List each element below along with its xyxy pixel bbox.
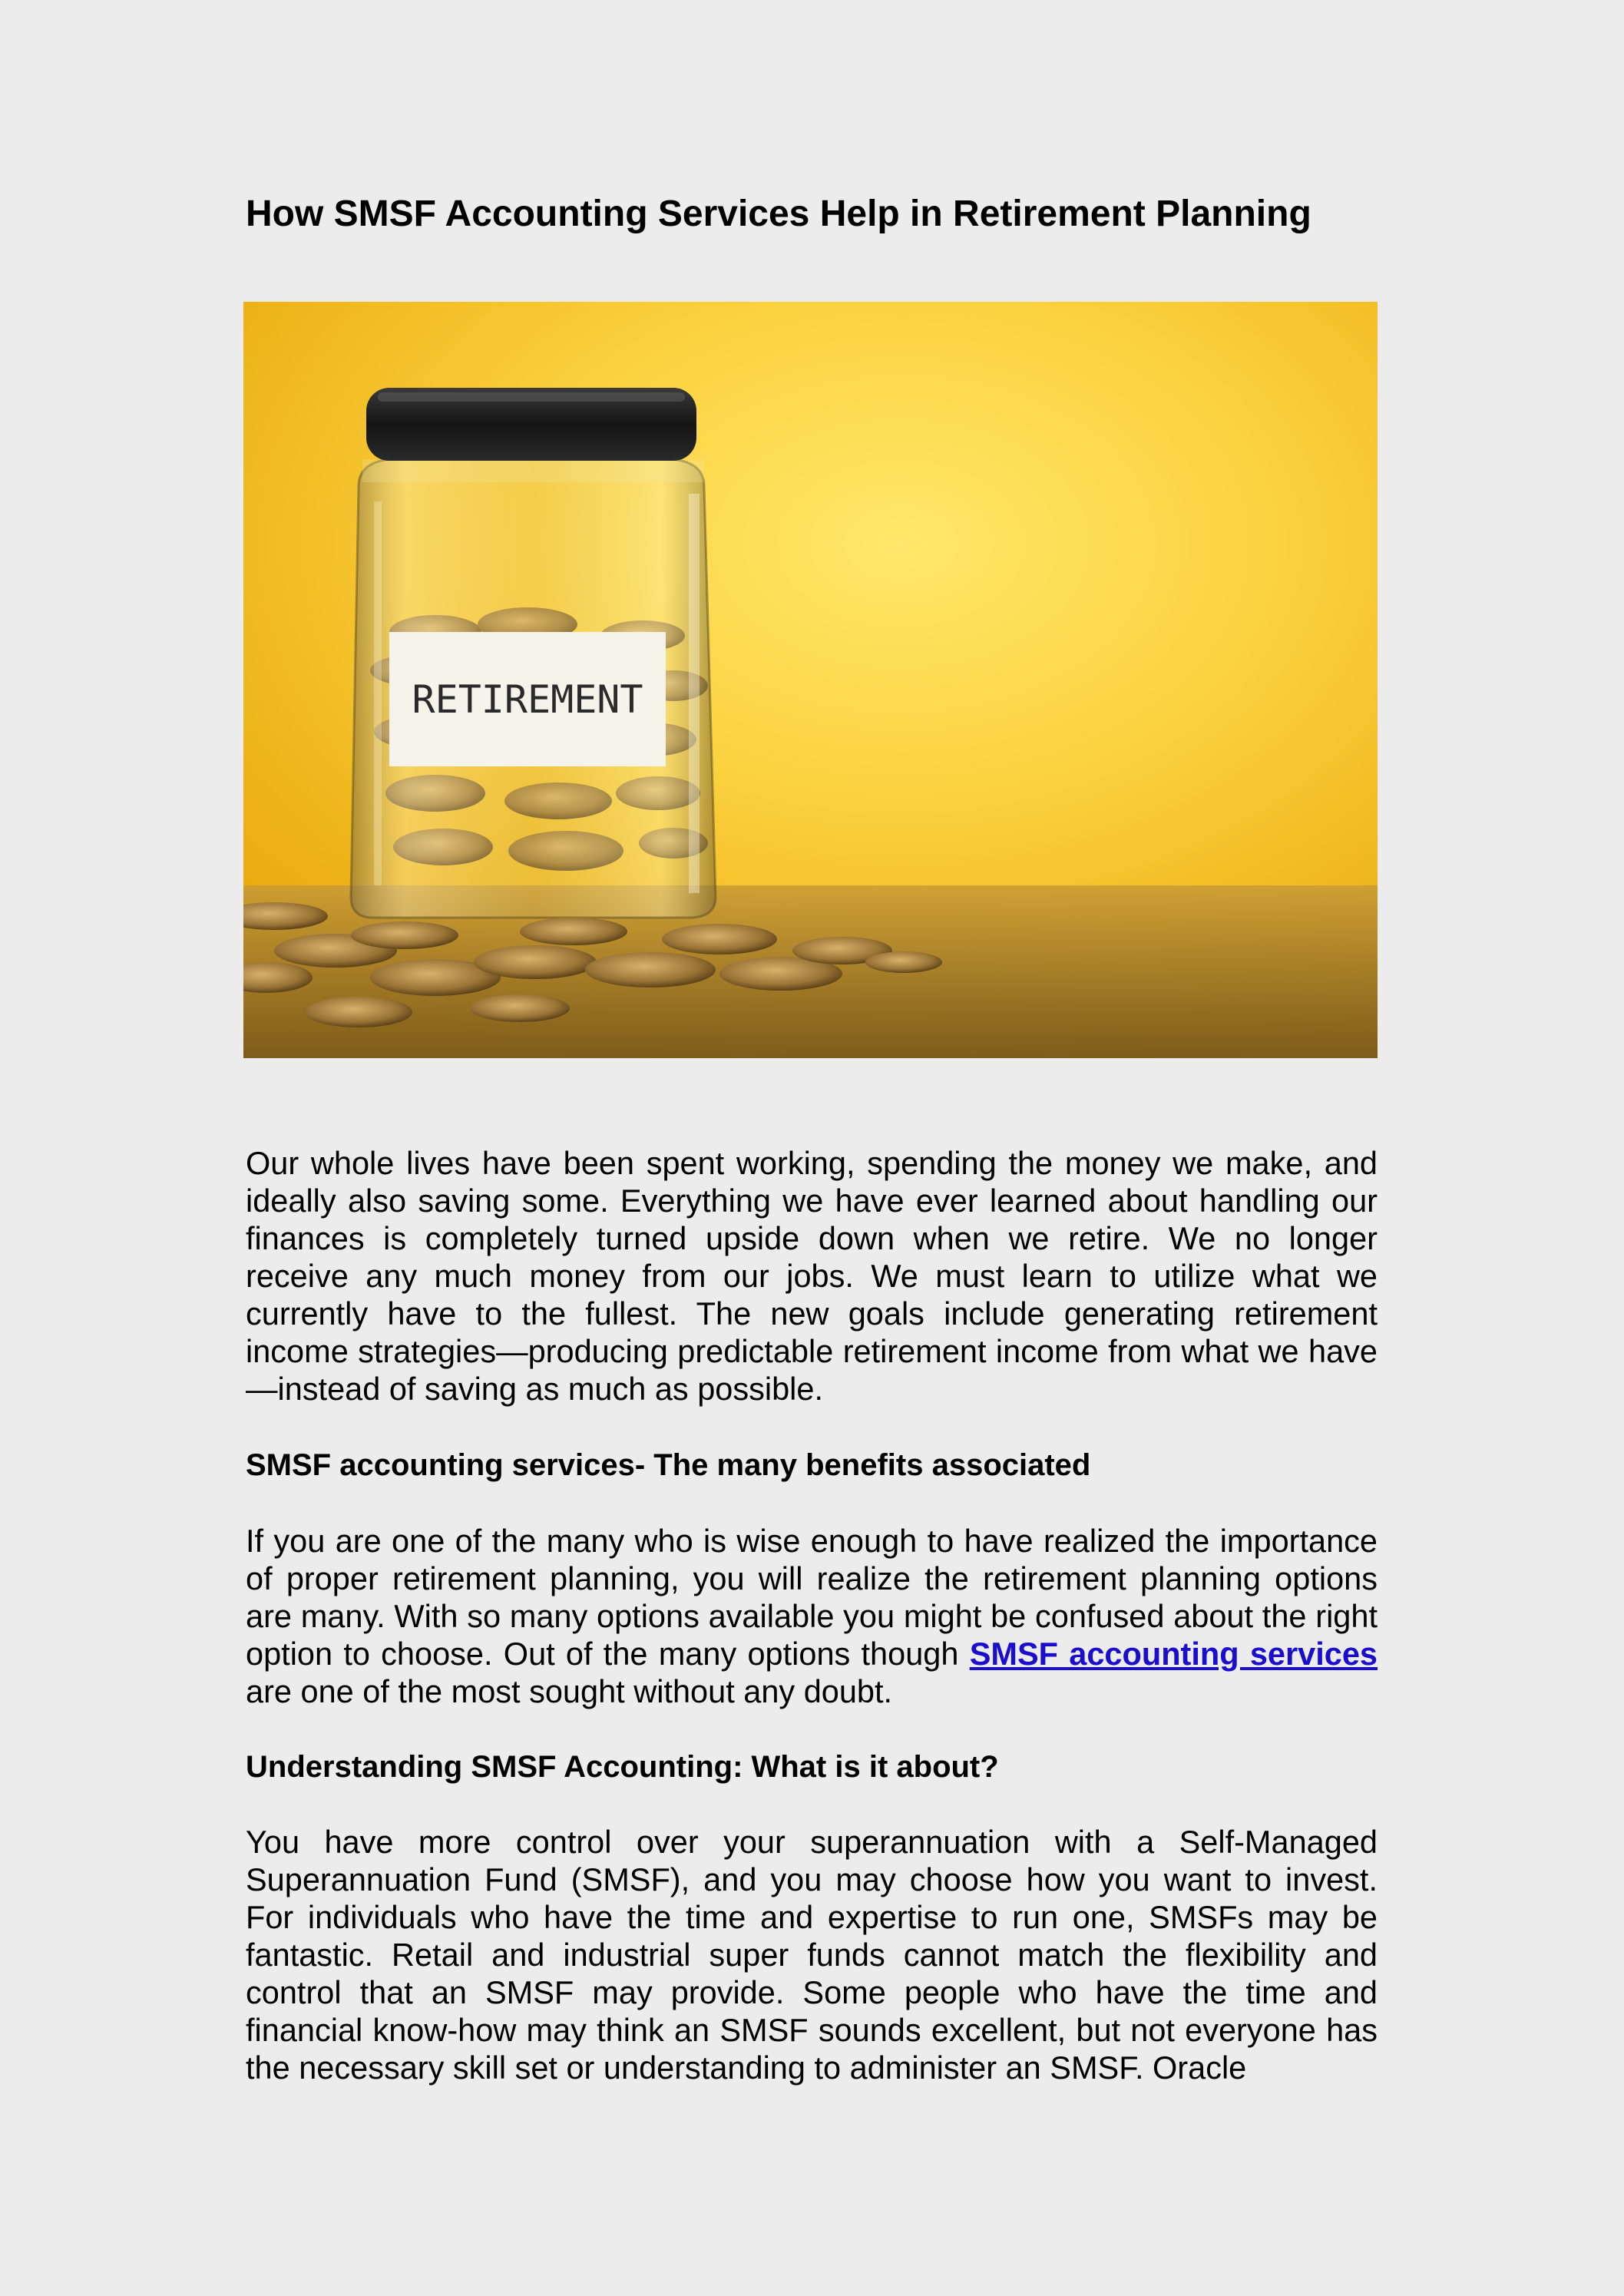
benefits-heading: SMSF accounting services- The many benefits associated <box>246 1448 1091 1482</box>
benefits-paragraph-text-end: are one of the most sought without any doubt. <box>246 1673 893 1709</box>
benefits-paragraph <box>246 1522 1378 1710</box>
intro-paragraph: Our whole lives have been spent working, spending the money we make, and ideally also saving some. Everything we have ever learned about handling our finances is completely turned upside down when we retire. We no longer receive any much money from our jobs. We must learn to utilize what we currently have to the fullest. The new goals include generating retirement income strategies—producing predictable retirement income from what we have—instead of saving as much as possible. <box>246 1145 1378 1407</box>
smsf-accounting-services-link[interactable]: SMSF accounting services <box>969 1636 1378 1672</box>
page-title: How SMSF Accounting Services Help in Retirement Planning <box>246 194 1311 234</box>
understanding-heading: Understanding SMSF Accounting: What is it about? <box>246 1750 999 1784</box>
jar-label-text: RETIREMENT <box>412 677 643 722</box>
retirement-jar-image <box>243 302 1378 1058</box>
understanding-paragraph: You have more control over your superannuation with a Self-Managed Superannuation Fund (SMSF), and you may choose how you want to invest. For individuals who have the time and expertise to run one, SMSFs may be fantastic. Retail and industrial super funds cannot match the flexibility and control that an SMSF may provide. Some people who have the time and financial know-how may think an SMSF sounds excellent, but not everyone has the necessary skill set or understanding to administer an SMSF. Oracle <box>246 1824 1378 2086</box>
benefits-paragraph-text: If you are one of the many who is wise enough to have realized the importance of proper retirement planning, you will realize the retirement planning options are many. With so many options available you might be confused about the right option to choose. Out of the many options though <box>246 1523 1378 1672</box>
